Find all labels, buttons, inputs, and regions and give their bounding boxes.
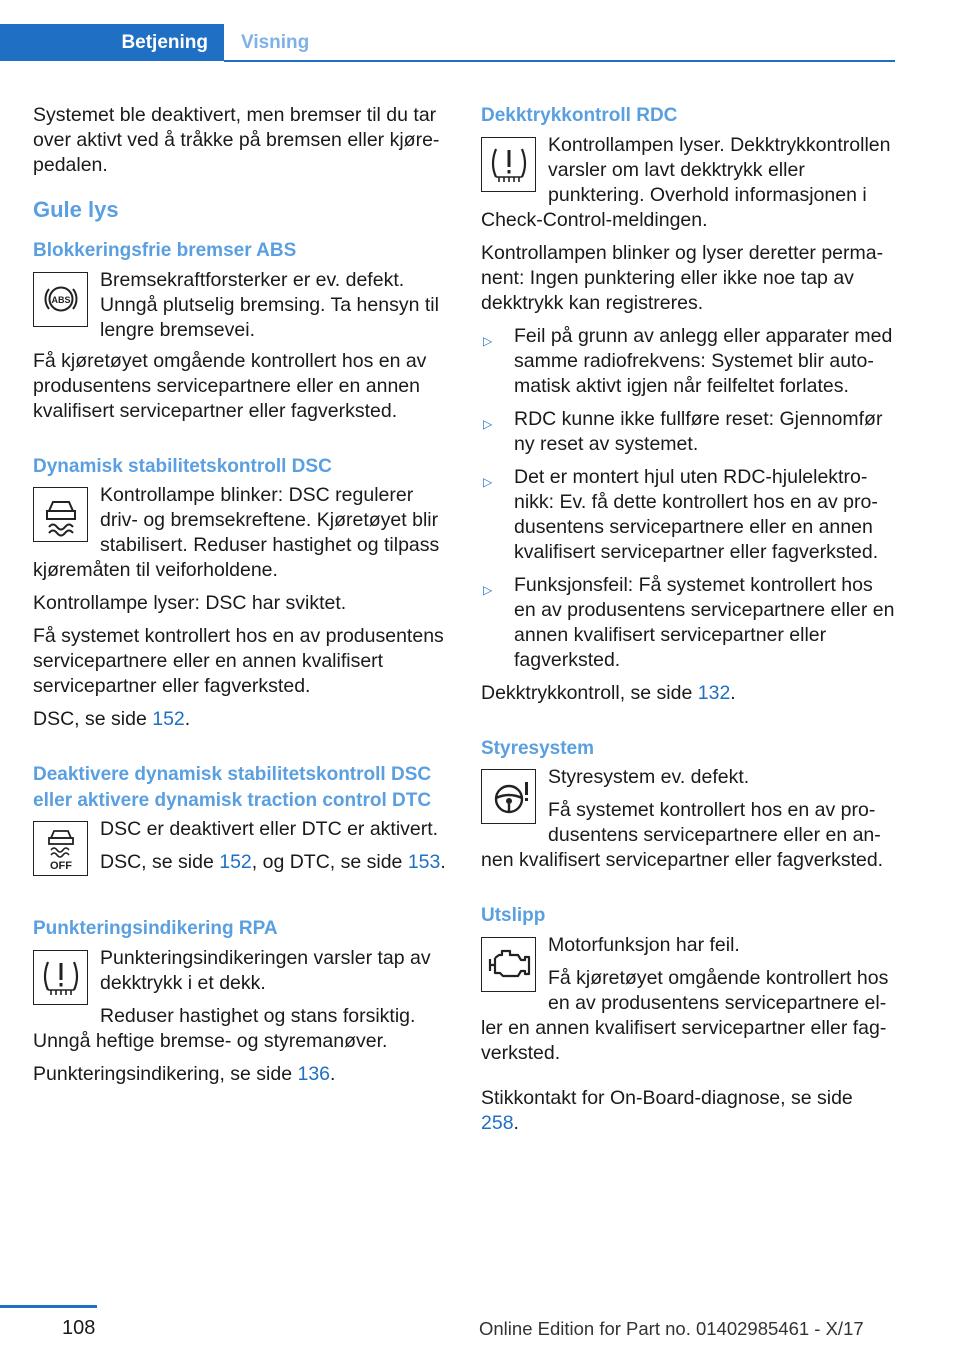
- dsc-page-link[interactable]: 152: [152, 708, 185, 730]
- abs-text-1: Bremsekraftforsterker er ev. defekt. Unngå plutselig bremsing. Ta hensyn til lengre bremsevei.: [100, 268, 439, 341]
- rpa-reference: Punkteringsindikering, se side 136.: [33, 1062, 336, 1085]
- dsc-off-text-1: DSC er deaktivert eller DTC er aktivert.: [100, 818, 439, 840]
- footer-divider: [0, 1305, 97, 1308]
- dsc-off-icon: [33, 821, 88, 876]
- rdc-reference: Dekktrykkontroll, se side 132.: [481, 681, 736, 704]
- right-column: [481, 103, 896, 1136]
- section-title: Gule lys: [33, 197, 119, 222]
- intro-text: Systemet ble deaktivert, men bremser til du tar over aktivt ved å tråkke på bremsen eller kjørepedalen.: [33, 104, 440, 176]
- bullet-triangle-icon: ▷: [483, 474, 493, 489]
- abs-warning-icon: [33, 272, 88, 327]
- dsc-text-3: Få systemet kontrollert hos en av produsentens servicepartnere eller en annen kvalifisert servicepartner eller fagverksted.: [33, 625, 444, 697]
- tire-pressure-icon: [481, 137, 536, 192]
- dsc-heading: Dynamisk stabilitetskontroll DSC: [33, 455, 332, 477]
- bullet-triangle-icon: ▷: [483, 416, 493, 431]
- rdc-page-link[interactable]: 132: [697, 681, 731, 704]
- engine-icon: [481, 937, 536, 992]
- emission-text-2: Få kjøretøyet omgående kontrollert hos en av produsentens servicepartnere eller en annen kvalifisert servicepartner eller fagverksted.: [481, 966, 889, 1064]
- header-bar: [0, 0, 895, 62]
- list-item: ▷ Funksjonsfeil: Få systemet kontrollert hos en av produsentens servicepartnere eller en annen kvalifisert servicepartner eller fagverksted.: [483, 573, 895, 671]
- bullet-triangle-icon: ▷: [483, 582, 493, 597]
- rdc-text-2: Kontrollampen blinker og lyser deretter permanent: Ingen punktering eller ikke noe tap av dekktrykk kan registreres.: [481, 241, 884, 314]
- steering-text-2: Få systemet kontrollert hos en av produsentens servicepartnere eller en annen kvalifisert servicepartner eller fagverksted.: [481, 799, 884, 871]
- steering-text-1: Styresystem ev. defekt.: [548, 766, 750, 788]
- left-column: [33, 103, 448, 1095]
- abs-text-2: Få kjøretøyet omgående kontrollert hos en av produsentens servicepartnere eller en annen kvalifisert servicepartner eller fagverksted.: [33, 349, 427, 422]
- rpa-text-1: Punkteringsindikeringen varsler tap av dekktrykk i et dekk.: [100, 946, 431, 994]
- bullet-triangle-icon: ▷: [483, 333, 493, 348]
- emission-reference: Stikkontakt for On-Board-diagnose, se side 258.: [481, 1086, 853, 1134]
- dsc-text-1: Kontrollampe blinker: DSC regulerer driv- og bremsekreftene. Kjøretøyet blir stabilisert. Reduser hastighet og tilpass kjøremåten til veiforholdene.: [33, 484, 440, 581]
- steering-icon: [481, 769, 536, 824]
- dsc-reference: DSC, se side 152.: [33, 708, 191, 730]
- dsc-off-page-link-1[interactable]: 152: [219, 851, 252, 873]
- rdc-heading: Dekktrykkontroll RDC: [481, 105, 678, 126]
- steering-heading: Styresystem: [481, 737, 595, 759]
- rpa-warning-icon: [33, 950, 88, 1005]
- rdc-bullet-list: [481, 324, 896, 673]
- rpa-text-2: Reduser hastighet og stans forsiktig. Unngå heftige bremse- og styremanøver.: [33, 1004, 416, 1052]
- emission-heading: Utslipp: [481, 905, 546, 926]
- list-item: ▷ Feil på grunn av anlegg eller apparater med samme radiofrekvens: Systemet blir automatisk aktivt igjen når feilfeltet forlates.: [483, 324, 893, 397]
- obd-page-link[interactable]: 258: [481, 1111, 514, 1134]
- header-divider: [224, 60, 895, 62]
- edition-text: Online Edition for Part no. 01402985461 - X/17: [479, 1318, 864, 1339]
- dsc-text-2: Kontrollampe lyser: DSC har sviktet.: [33, 592, 347, 614]
- dsc-off-heading: Deaktivere dynamisk stabilitetskontroll DSC eller aktivere dynamisk traction control DTC: [33, 764, 432, 811]
- page-number: 108: [62, 1317, 96, 1339]
- svg-text:ABS: ABS: [50, 295, 71, 305]
- dsc-off-page-link-2[interactable]: 153: [407, 851, 441, 873]
- abs-heading: Blokkeringsfrie bremser ABS: [33, 240, 297, 261]
- svg-text:OFF: OFF: [49, 859, 72, 872]
- list-item: ▷ RDC kunne ikke fullføre reset: Gjennomfør ny reset av systemet.: [483, 407, 883, 455]
- dsc-off-reference: DSC, se side 152, og DTC, se side 153.: [100, 851, 446, 873]
- dsc-icon: [33, 487, 88, 542]
- tab-betjening[interactable]: Betjening: [0, 24, 224, 61]
- rdc-text-1: Kontrollampen lyser. Dekktrykkontrollen varsler om lavt dekktrykk eller punktering. Overhold informasjonen i Check-Control-meldingen.: [481, 133, 891, 231]
- rpa-page-link[interactable]: 136: [297, 1062, 331, 1085]
- list-item: ▷ Det er montert hjul uten RDC-hjulelektronikk: Ev. få dette kontrollert hos en av produsentens servicepartnere eller en annen kvalifisert servicepartner eller fagverksted.: [483, 465, 879, 563]
- emission-text-1: Motorfunksjon har feil.: [548, 933, 740, 956]
- rpa-heading: Punkteringsindikering RPA: [33, 918, 278, 939]
- tab-visning[interactable]: Visning: [241, 32, 310, 53]
